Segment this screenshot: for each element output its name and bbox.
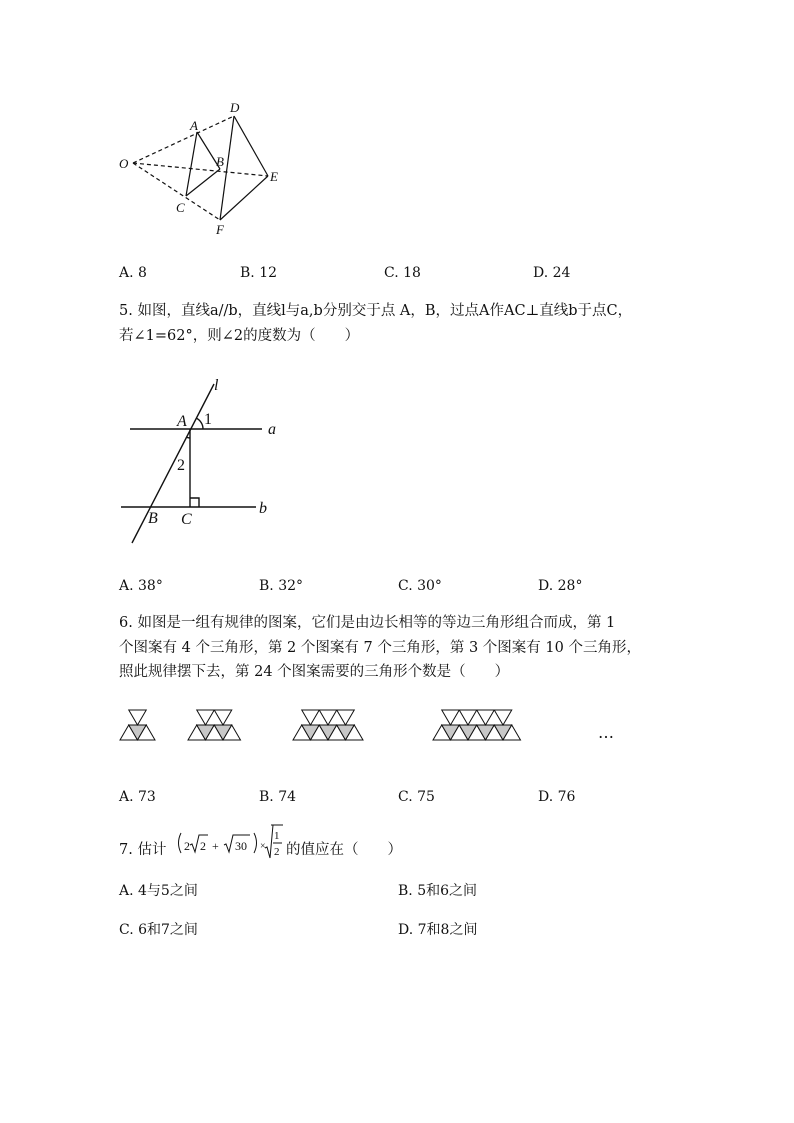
q7-coef-two: 2 bbox=[184, 839, 190, 853]
q6-option-b: B. 74 bbox=[259, 789, 297, 805]
q5-label-A: A bbox=[177, 413, 187, 430]
q4-option-b: B. 12 bbox=[240, 265, 278, 281]
q4-label-A: A bbox=[190, 118, 198, 133]
q6-option-c: C. 75 bbox=[398, 789, 435, 805]
pattern1-top-triangle bbox=[129, 710, 147, 725]
q7-radicand-30: 30 bbox=[235, 839, 247, 853]
q5-label-B: B bbox=[148, 510, 158, 527]
q6-option-a: A. 73 bbox=[119, 789, 156, 805]
q5-option-a: A. 38° bbox=[119, 578, 163, 594]
q5-label-a: a bbox=[268, 421, 276, 438]
q4-ray-OE bbox=[133, 163, 268, 176]
q5-right-angle-mark bbox=[190, 498, 199, 507]
q7-plus-sign: + bbox=[212, 839, 219, 853]
q7-prefix: 7. 估计 bbox=[119, 842, 167, 858]
q4-label-E: E bbox=[270, 169, 278, 184]
q5-label-1: 1 bbox=[204, 411, 212, 428]
q5-angle1-arc bbox=[196, 418, 203, 429]
q7-option-a: A. 4与5之间 bbox=[119, 883, 198, 899]
pattern2-top-triangle bbox=[197, 710, 215, 725]
q5-option-d: D. 28° bbox=[538, 578, 583, 594]
q7-half-denominator: 2 bbox=[274, 846, 280, 858]
q6-ellipsis: … bbox=[598, 723, 614, 742]
q7-option-b: B. 5和6之间 bbox=[398, 883, 478, 899]
q7-times-sign: × bbox=[260, 841, 266, 852]
pattern4-top-triangle bbox=[494, 710, 512, 725]
q7-left-paren bbox=[179, 833, 182, 853]
q4-label-F: F bbox=[216, 222, 224, 237]
q5-stem-line2: 若∠1=62°，则∠2的度数为（ ） bbox=[119, 328, 360, 344]
q5-stem-line1: 5. 如图，直线a//b，直线l与a,b分别交于点 A，B，过点A作AC⊥直线b于点C， bbox=[119, 303, 633, 319]
q6-pattern-figure bbox=[110, 700, 630, 765]
q7-suffix: 的值应在（ ） bbox=[286, 842, 402, 858]
q4-segment-DE bbox=[234, 116, 268, 176]
pattern4-top-triangle bbox=[442, 710, 460, 725]
pattern4-top-triangle bbox=[459, 710, 477, 725]
q4-option-d: D. 24 bbox=[533, 265, 571, 281]
q5-option-b: B. 32° bbox=[259, 578, 304, 594]
pattern3-top-triangle bbox=[319, 710, 337, 725]
pattern2-top-triangle bbox=[214, 710, 232, 725]
q4-option-a: A. 8 bbox=[119, 265, 147, 281]
q7-half-numerator: 1 bbox=[274, 830, 280, 842]
q5-label-2: 2 bbox=[177, 457, 185, 474]
q6-option-d: D. 76 bbox=[538, 789, 576, 805]
q6-stem-line3: 照此规律摆下去，第 24 个图案需要的三角形个数是（ ） bbox=[119, 664, 510, 680]
pattern3-top-triangle bbox=[302, 710, 320, 725]
q5-line-l bbox=[132, 384, 214, 543]
q6-stem-line1: 6. 如图是一组有规律的图案，它们是由边长相等的等边三角形组合而成，第 1 bbox=[119, 615, 616, 631]
q5-figure bbox=[110, 370, 285, 550]
q6-stem-line2: 个图案有 4 个三角形，第 2 个图案有 7 个三角形，第 3 个图案有 10 个三角形， bbox=[119, 640, 641, 656]
q5-label-l: l bbox=[214, 377, 219, 394]
q4-label-B: B bbox=[216, 154, 224, 169]
q7-option-c: C. 6和7之间 bbox=[119, 922, 198, 938]
q7-radicand-2: 2 bbox=[200, 839, 206, 853]
q7-half-fraction bbox=[271, 822, 285, 862]
pattern3-top-triangle bbox=[337, 710, 355, 725]
q4-option-c: C. 18 bbox=[384, 265, 421, 281]
pattern4-top-triangle bbox=[477, 710, 495, 725]
q4-label-O: O bbox=[119, 156, 129, 171]
q4-figure bbox=[110, 95, 300, 240]
q4-segment-BC bbox=[186, 169, 220, 196]
q4-segment-CA bbox=[186, 132, 197, 196]
q7-expression bbox=[174, 822, 274, 862]
q5-option-c: C. 30° bbox=[398, 578, 442, 594]
q5-label-b: b bbox=[259, 500, 267, 517]
q7-option-d: D. 7和8之间 bbox=[398, 922, 478, 938]
q4-segment-EF bbox=[220, 176, 268, 220]
q4-label-D: D bbox=[230, 100, 240, 115]
q5-label-C: C bbox=[181, 511, 192, 528]
q4-label-C: C bbox=[176, 200, 185, 215]
q7-right-paren bbox=[254, 833, 257, 853]
